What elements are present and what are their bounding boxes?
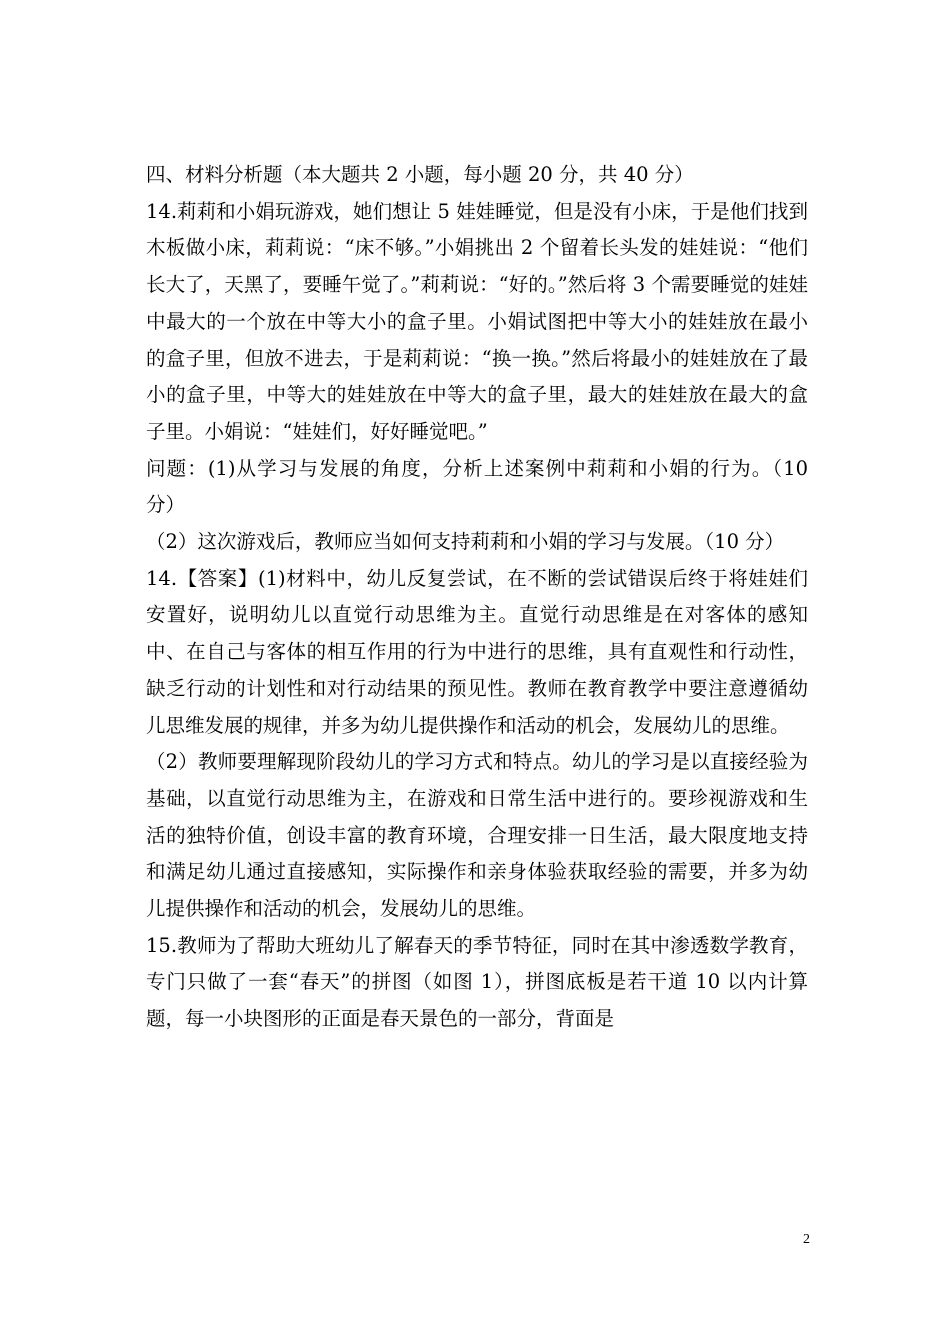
question-15-text: 15.教师为了帮助大班幼儿了解春天的季节特征，同时在其中渗透数学教育，专门只做了一套“春天”的拼图（如图 1），拼图底板是若干道 10 以内计算题，每一小块图形的正面是春天景色的一部分，背面是 — [146, 933, 808, 1031]
section-title: 四、材料分析题（本大题共 2 小题，每小题 20 分，共 40 分） — [146, 163, 694, 186]
question-14-prompt-1: 问题：(1)从学习与发展的角度，分析上述案例中莉莉和小娟的行为。（10 分） — [146, 456, 808, 517]
question-14-prompt-2: （2）这次游戏后，教师应当如何支持莉莉和小娟的学习与发展。（10 分） — [146, 530, 785, 554]
document-body — [146, 157, 808, 1038]
question-14-text: 14.莉莉和小娟玩游戏，她们想让 5 娃娃睡觉，但是没有小床，于是他们找到木板做小床，莉莉说：“床不够。”小娟挑出 2 个留着长头发的娃娃说：“他们长大了，天黑了，要睡午觉了。”莉莉说：“好的。”然后将 3 个需要睡觉的娃娃中最大的一个放在中等大小的盒子里。小娟试图把中等大小的娃娃放在最小的盒子里，但放不进去，于是莉莉说：“换一换。”然后将最小的娃娃放在了最小的盒子里，中等大的娃娃放在中等大的盒子里，最大的娃娃放在最大的盒子里。小娟说：“娃娃们，好好睡觉吧。” — [146, 199, 808, 443]
question-14-answer-2: （2）教师要理解现阶段幼儿的学习方式和特点。幼儿的学习是以直接经验为基础，以直觉行动思维为主，在游戏和日常生活中进行的。要珍视游戏和生活的独特价值，创设丰富的教育环境，合理安排一日生活，最大限度地支持和满足幼儿通过直接感知，实际操作和亲身体验获取经验的需要，并多为幼儿提供操作和活动的机会，发展幼儿的思维。 — [146, 750, 808, 921]
page-number: 2 — [803, 1232, 810, 1247]
question-14-answer-1: 14.【答案】(1)材料中，幼儿反复尝试，在不断的尝试错误后终于将娃娃们安置好，说明幼儿以直觉行动思维为主。直觉行动思维是在对客体的感知中、在自己与客体的相互作用的行为中进行的思维，具有直观性和行动性，缺乏行动的计划性和对行动结果的预见性。教师在教育教学中要注意遵循幼儿思维发展的规律，并多为幼儿提供操作和活动的机会，发展幼儿的思维。 — [146, 566, 808, 737]
